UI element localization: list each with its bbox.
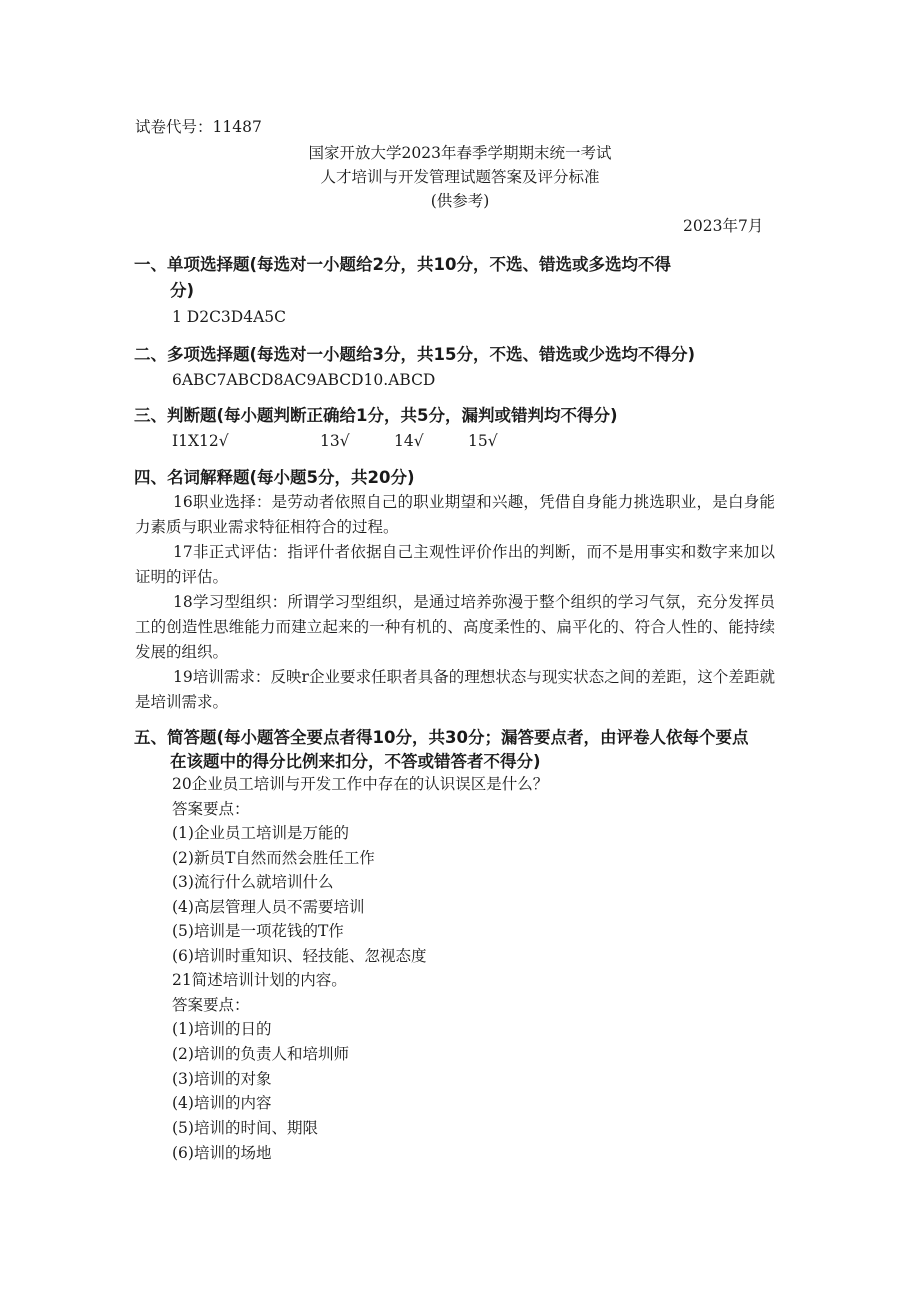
q20-point-4: (4)高层管理人员不需要培训 (172, 898, 365, 916)
section2-answers: 6ABC7ABCD8AC9ABCD10.ABCD (172, 371, 436, 389)
section1-heading: 一、单项选择题(每选对一小题给2分，共10分，不选、错选或多选均不得 (134, 255, 671, 274)
section3-answer-3: 14√ (394, 432, 424, 450)
q20-point-3: (3)流行什么就培训什么 (172, 873, 334, 891)
q21-point-4: (4)培训的内容 (172, 1094, 272, 1112)
q20-point-2: (2)新员T自然而然会胜任工作 (172, 849, 375, 867)
q21-point-5: (5)培训的时间、期限 (172, 1119, 318, 1137)
section1-heading-cont: 分) (170, 281, 195, 300)
q20-point-1: (1)企业员工培训是万能的 (172, 824, 349, 842)
q20-point-6: (6)培训时重知识、轻技能、忽视态度 (172, 947, 427, 965)
section1-answers: 1 D2C3D4A5C (172, 308, 287, 326)
section3-answer-4: 15√ (468, 432, 498, 450)
term-18: 18学习型组织：所谓学习型组织，是通过培养弥漫于整个组织的学习气氛，充分发挥员工的创造性思维能力而建立起来的一种有机的、高度柔性的、扁平化的、符合人性的、能持续发展的组织。 (135, 593, 775, 661)
exam-subtitle: 人才培训与开发管理试题答案及评分标准 (320, 168, 600, 186)
section2-heading: 二、多项选择题(每选对一小题给3分，共15分，不选、错选或少选均不得分) (134, 345, 696, 364)
question-21: 21简述培训计划的内容。 (172, 971, 347, 989)
paper-code: 试卷代号：11487 (135, 118, 262, 136)
question-20: 20企业员工培训与开发工作中存在的认识误区是什么？ (172, 775, 549, 793)
question-20-label: 答案要点： (172, 800, 250, 818)
exam-date: 2023年7月 (683, 217, 764, 235)
q20-point-5: (5)培训是一项花钱的T作 (172, 922, 344, 940)
section5-heading: 五、简答题(每小题答全要点者得10分，共30分；漏答要点者，由评卷人依每个要点 (134, 728, 749, 747)
section3-heading: 三、判断题(每小题判断正确给1分，共5分，漏判或错判均不得分) (134, 406, 618, 425)
question-21-label: 答案要点： (172, 996, 250, 1014)
section4-heading: 四、名词解释题(每小题5分，共20分) (134, 468, 415, 487)
term-17: 17非正式评估：指评什者依据自己主观性评价作出的判断，而不是用事实和数字来加以证明的评估。 (135, 543, 775, 586)
q21-point-2: (2)培训的负责人和培圳师 (172, 1045, 349, 1063)
q21-point-1: (1)培训的日的 (172, 1020, 272, 1038)
reference-note: (供参考) (430, 192, 490, 210)
exam-title: 国家开放大学2023年春季学期期末统一考试 (308, 144, 612, 162)
section3-answer-1: I1X12√ (172, 432, 229, 450)
term-19: 19培训需求：反映r企业要求任职者具备的理想状态与现实状态之间的差距，这个差距就是培训需求。 (135, 668, 775, 711)
section3-answer-2: 13√ (320, 432, 350, 450)
q21-point-3: (3)培训的对象 (172, 1070, 272, 1088)
section5-heading-cont: 在该题中的得分比例来扣分，不答或错答者不得分) (170, 752, 541, 771)
term-16: 16职业选择：是劳动者依照自己的职业期望和兴趣，凭借自身能力挑选职业，是白身能力素质与职业需求特征相符合的过程。 (135, 493, 775, 536)
q21-point-6: (6)培训的场地 (172, 1144, 272, 1162)
